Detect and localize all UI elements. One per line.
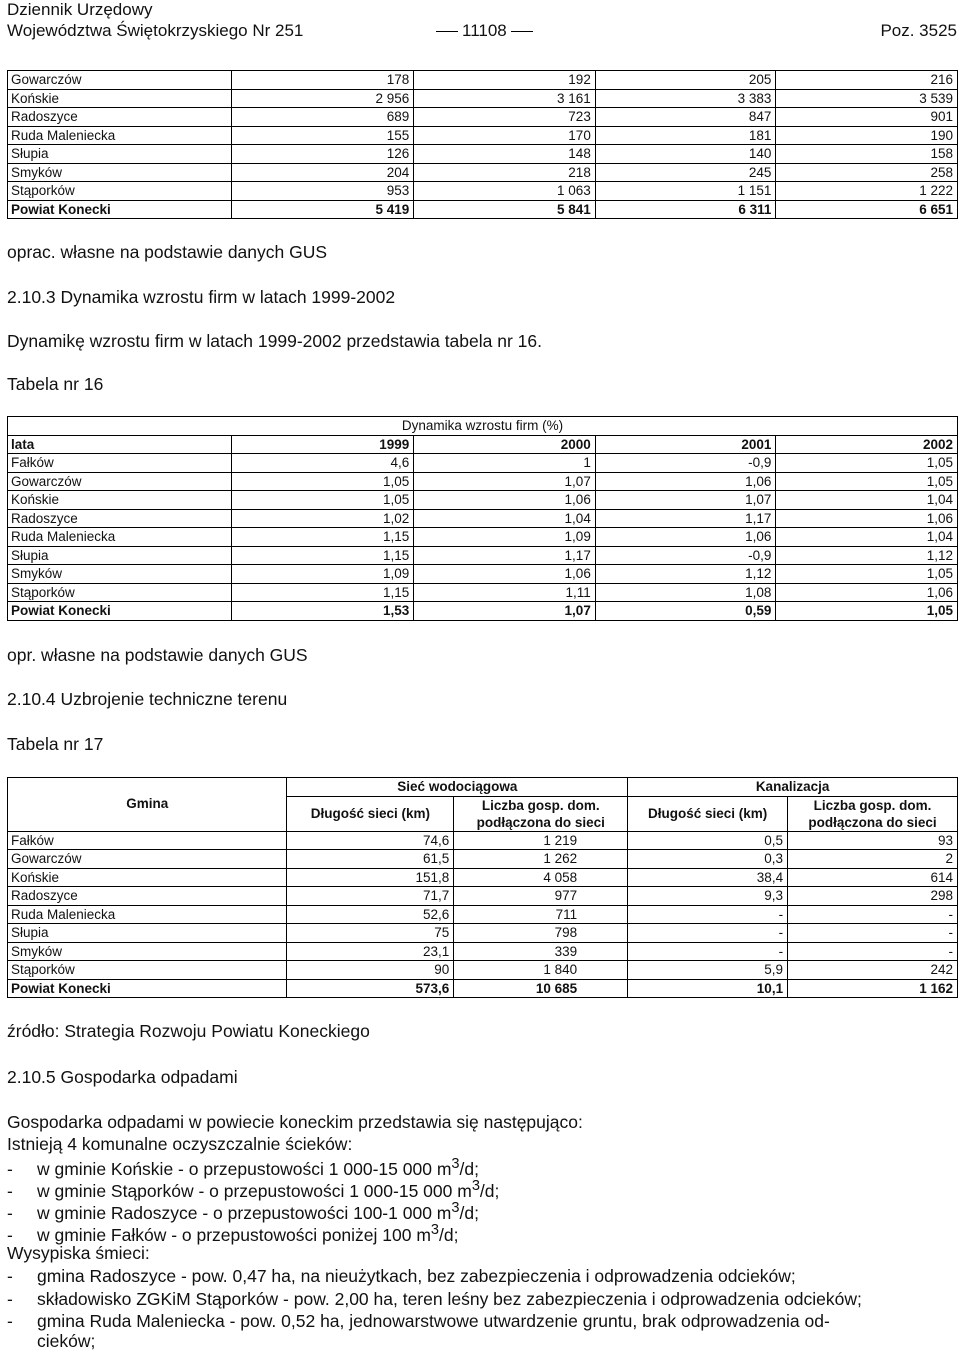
cell-gmina: Gowarczów [8,71,232,90]
cell-value: 52,6 [287,905,454,924]
column-header: 2001 [595,435,776,454]
cell-gmina: Radoszyce [8,108,232,127]
paragraph: Dynamikę wzrostu firm w latach 1999-2002 przedstawia tabela nr 16. [7,331,542,351]
column-header-water: Sieć wodociągowa [287,778,628,797]
table-row [8,145,958,164]
table-row [8,924,958,943]
cell-value: 1,06 [776,509,958,528]
cell-value: 977 [454,887,628,906]
unit-base: /d; [459,1202,479,1223]
cell-value: 242 [788,961,958,980]
cell-gmina: Ruda Maleniecka [8,126,232,145]
cell-value: 245 [595,163,776,182]
cell-value: 6 651 [776,200,958,219]
list-item-text: cieków; [37,1331,96,1351]
list-dash: - [7,1158,13,1179]
cell-value: 1,04 [414,509,596,528]
list-item [7,1266,796,1287]
cell-gmina: Stąporków [8,182,232,201]
cell-value: 1,05 [231,472,414,491]
cell-value: 74,6 [287,831,454,850]
cell-value: 1,15 [231,583,414,602]
cell-value: 170 [414,126,596,145]
cell-value: 1,09 [231,565,414,584]
cell-value: 1,02 [231,509,414,528]
cell-value: 6 311 [595,200,776,219]
cell-value: 23,1 [287,942,454,961]
header-line: podłączona do sieci [808,814,937,830]
cell-value: 1,06 [414,491,596,510]
table-row [8,472,958,491]
cell-value: 1 [414,454,596,473]
cell-value: 0,3 [628,850,788,869]
cell-value: 4 058 [454,868,628,887]
cell-value: 1,07 [595,491,776,510]
cell-value: 1 151 [595,182,776,201]
list-item [7,1200,479,1224]
table-row [8,454,958,473]
paragraph: Istnieją 4 komunalne oczyszczalnie ścieków: [7,1134,353,1154]
cell-gmina: Stąporków [8,583,232,602]
unit-base: /d; [439,1224,459,1245]
unit-base: /d; [459,1158,479,1179]
cell-value: 1,06 [595,472,776,491]
unit-m: m [457,1180,472,1201]
cell-value: 5 419 [231,200,414,219]
list-item [7,1156,479,1180]
cell-value: 9,3 [628,887,788,906]
cell-value: 689 [231,108,414,127]
unit-m: m [416,1224,431,1245]
cell-gmina: Słupia [8,546,232,565]
cell-value: 1,06 [595,528,776,547]
cell-value: 1,05 [776,454,958,473]
table-total-row [8,602,958,621]
cell-value: 1,11 [414,583,596,602]
cell-value: 93 [788,831,958,850]
cell-value: - [628,924,788,943]
table-title: Dynamika wzrostu firm (%) [8,417,958,436]
table-row [8,126,958,145]
table-row [8,887,958,906]
cell-value: 1,15 [231,546,414,565]
cell-value: 218 [414,163,596,182]
cell-value: 4,6 [231,454,414,473]
cell-value: 2 956 [231,89,414,108]
cell-value: 1,04 [776,491,958,510]
column-header-households [454,796,628,831]
cell-gmina: Radoszyce [8,887,287,906]
table-total-row [8,979,958,998]
cell-gmina: Powiat Konecki [8,602,232,621]
cell-value: 1 840 [454,961,628,980]
cell-value: 204 [231,163,414,182]
cell-value: 711 [454,905,628,924]
cell-gmina: Smyków [8,163,232,182]
source-note: opr. własne na podstawie danych GUS [7,645,308,665]
cell-value: 148 [414,145,596,164]
list-item-text: składowisko ZGKiM Stąporków - pow. 2,00 ha, teren leśny bez zabezpieczenia i odprowadzenia odcieków; [37,1289,862,1309]
cell-value: 158 [776,145,958,164]
cell-value: 1,05 [776,565,958,584]
cell-gmina: Gowarczów [8,850,287,869]
cell-value: 1 219 [454,831,628,850]
list-dash: - [7,1180,13,1201]
column-header-households [788,796,958,831]
cell-value: 1 063 [414,182,596,201]
cell-value: 798 [454,924,628,943]
cell-value: 2 [788,850,958,869]
cell-value: 5,9 [628,961,788,980]
cell-value: 5 841 [414,200,596,219]
cell-value: 140 [595,145,776,164]
column-header: lata [8,435,232,454]
cell-gmina: Gowarczów [8,472,232,491]
cell-value: 10,1 [628,979,788,998]
table-row [8,565,958,584]
cell-value: 126 [231,145,414,164]
cell-value: - [628,942,788,961]
journal-issue: Województwa Świętokrzyskiego Nr 251 [7,21,304,40]
cell-value: -0,9 [595,454,776,473]
cell-value: 1,05 [776,602,958,621]
journal-title: Dziennik Urzędowy [7,0,153,19]
cell-value: 192 [414,71,596,90]
cell-value: 1 162 [788,979,958,998]
cell-value: 1,12 [776,546,958,565]
cell-value: 0,5 [628,831,788,850]
list-item [7,1289,862,1310]
list-item [7,1311,830,1332]
section-heading: 2.10.4 Uzbrojenie techniczne terenu [7,689,288,709]
cell-gmina: Słupia [8,924,287,943]
unit-sup: 3 [430,1222,440,1238]
source-note: źródło: Strategia Rozwoju Powiatu Koneckiego [7,1021,370,1041]
table-row [8,850,958,869]
column-header: 2002 [776,435,958,454]
cell-gmina: Fałków [8,454,232,473]
page-header [7,0,957,44]
list-item-continuation [7,1331,95,1352]
unit-m: m [436,1158,452,1179]
cell-gmina: Smyków [8,942,287,961]
cell-gmina: Ruda Maleniecka [8,528,232,547]
list-item-text: w gminie Stąporków - o przepustowości 1 000-15 000 [37,1180,458,1201]
cell-value: 1 262 [454,850,628,869]
unit-base: /d; [479,1180,500,1201]
cell-value: 1,09 [414,528,596,547]
table-row [8,583,958,602]
cell-value: 614 [788,868,958,887]
list-item-text: gmina Ruda Maleniecka - pow. 0,52 ha, jednowarstwowe utwardzenie gruntu, brak odprowadzenia od- [37,1311,830,1331]
cell-value: 847 [595,108,776,127]
cell-value: - [788,924,958,943]
cell-value: 1,06 [776,583,958,602]
section-heading: 2.10.3 Dynamika wzrostu firm w latach 1999-2002 [7,287,396,307]
table-row [8,942,958,961]
table-caption: Tabela nr 17 [7,734,104,754]
header-line: Liczba gosp. dom. [481,797,600,813]
list-item-text: gmina Radoszyce - pow. 0,47 ha, na nieużytkach, bez zabezpieczenia i odprowadzenia odcieków; [37,1266,796,1286]
table-header-row [8,435,958,454]
cell-value: 190 [776,126,958,145]
cell-value: 1,07 [414,472,596,491]
header-line: podłączona do sieci [476,814,605,830]
column-header-sewer: Kanalizacja [628,778,958,797]
unit-sup: 3 [471,1178,480,1194]
paragraph: Gospodarka odpadami w powiecie koneckim przedstawia się następująco: [7,1112,583,1132]
list-dash: - [7,1224,13,1245]
cell-value: 0,59 [595,602,776,621]
table-row [8,182,958,201]
table-row [8,831,958,850]
cell-value: 1,04 [776,528,958,547]
cell-value: 1,53 [231,602,414,621]
cell-value: 1,17 [414,546,596,565]
table-firms-count [7,70,958,219]
cell-gmina: Powiat Konecki [8,979,287,998]
table-row [8,868,958,887]
cell-value: 1,07 [414,602,596,621]
table-row [8,961,958,980]
unit-sup: 3 [451,1200,460,1216]
list-item [7,1178,499,1202]
cell-gmina: Smyków [8,565,232,584]
column-header: 2000 [414,435,596,454]
cell-gmina: Radoszyce [8,509,232,528]
header-line: Liczba gosp. dom. [813,797,932,813]
table-row [8,491,958,510]
table-total-row [8,200,958,219]
list-dash: - [7,1202,13,1223]
cell-value: 1,05 [776,472,958,491]
cell-value: 1,12 [595,565,776,584]
cell-value: 901 [776,108,958,127]
column-header-length: Długość sieci (km) [628,796,788,831]
column-header: 1999 [231,435,414,454]
table-title-row [8,417,958,436]
cell-value: 1,08 [595,583,776,602]
position-number: Poz. 3525 [880,21,957,40]
table-row [8,89,958,108]
cell-value: - [628,905,788,924]
cell-value: 3 161 [414,89,596,108]
cell-value: 339 [454,942,628,961]
source-note: oprac. własne na podstawie danych GUS [7,242,328,262]
cell-gmina: Końskie [8,868,287,887]
cell-value: 1,17 [595,509,776,528]
page-number [432,21,537,41]
table-row [8,71,958,90]
unit-sup: 3 [451,1156,460,1172]
table-row [8,163,958,182]
section-heading: 2.10.5 Gospodarka odpadami [7,1067,238,1087]
cell-value: 61,5 [287,850,454,869]
cell-gmina: Ruda Maleniecka [8,905,287,924]
table-row [8,905,958,924]
table-caption: Tabela nr 16 [7,374,104,394]
table-row [8,528,958,547]
cell-value: 1,05 [231,491,414,510]
cell-gmina: Końskie [8,491,232,510]
cell-value: 298 [788,887,958,906]
cell-gmina: Fałków [8,831,287,850]
cell-gmina: Końskie [8,89,232,108]
cell-value: 3 383 [595,89,776,108]
cell-value: 216 [776,71,958,90]
table-row [8,509,958,528]
cell-value: 205 [595,71,776,90]
cell-value: 90 [287,961,454,980]
cell-value: 1,15 [231,528,414,547]
cell-value: 181 [595,126,776,145]
list-dash: - [7,1311,13,1331]
list-dash: - [7,1266,13,1286]
table-row [8,546,958,565]
cell-value: 1,06 [414,565,596,584]
cell-value: 155 [231,126,414,145]
cell-gmina: Powiat Konecki [8,200,232,219]
list-item-text: w gminie Końskie - o przepustowości 1 000-15 000 [37,1158,437,1179]
cell-value: 151,8 [287,868,454,887]
cell-value: - [788,905,958,924]
cell-gmina: Stąporków [8,961,287,980]
cell-value: 38,4 [628,868,788,887]
cell-value: 258 [776,163,958,182]
paragraph: Wysypiska śmieci: [7,1243,150,1263]
table-infrastructure [7,777,958,998]
unit-m: m [436,1202,452,1223]
cell-value: 573,6 [287,979,454,998]
cell-value: 10 685 [454,979,628,998]
cell-value: 953 [231,182,414,201]
table-header-row [8,778,958,797]
table-firms-dynamics [7,416,958,621]
column-header-length: Długość sieci (km) [287,796,454,831]
cell-gmina: Słupia [8,145,232,164]
cell-value: -0,9 [595,546,776,565]
cell-value: 723 [414,108,596,127]
list-item-text: w gminie Radoszyce - o przepustowości 100-1 000 [37,1202,437,1223]
cell-value: 3 539 [776,89,958,108]
cell-value: 75 [287,924,454,943]
table-row [8,108,958,127]
cell-value: 178 [231,71,414,90]
cell-value: - [788,942,958,961]
cell-value: 1 222 [776,182,958,201]
page-number-text: 11108 [462,21,507,40]
cell-value: 71,7 [287,887,454,906]
list-item-text: w gminie Fałków - o przepustowości poniżej 100 [37,1224,417,1245]
column-header-gmina: Gmina [8,778,287,832]
list-dash: - [7,1289,13,1309]
